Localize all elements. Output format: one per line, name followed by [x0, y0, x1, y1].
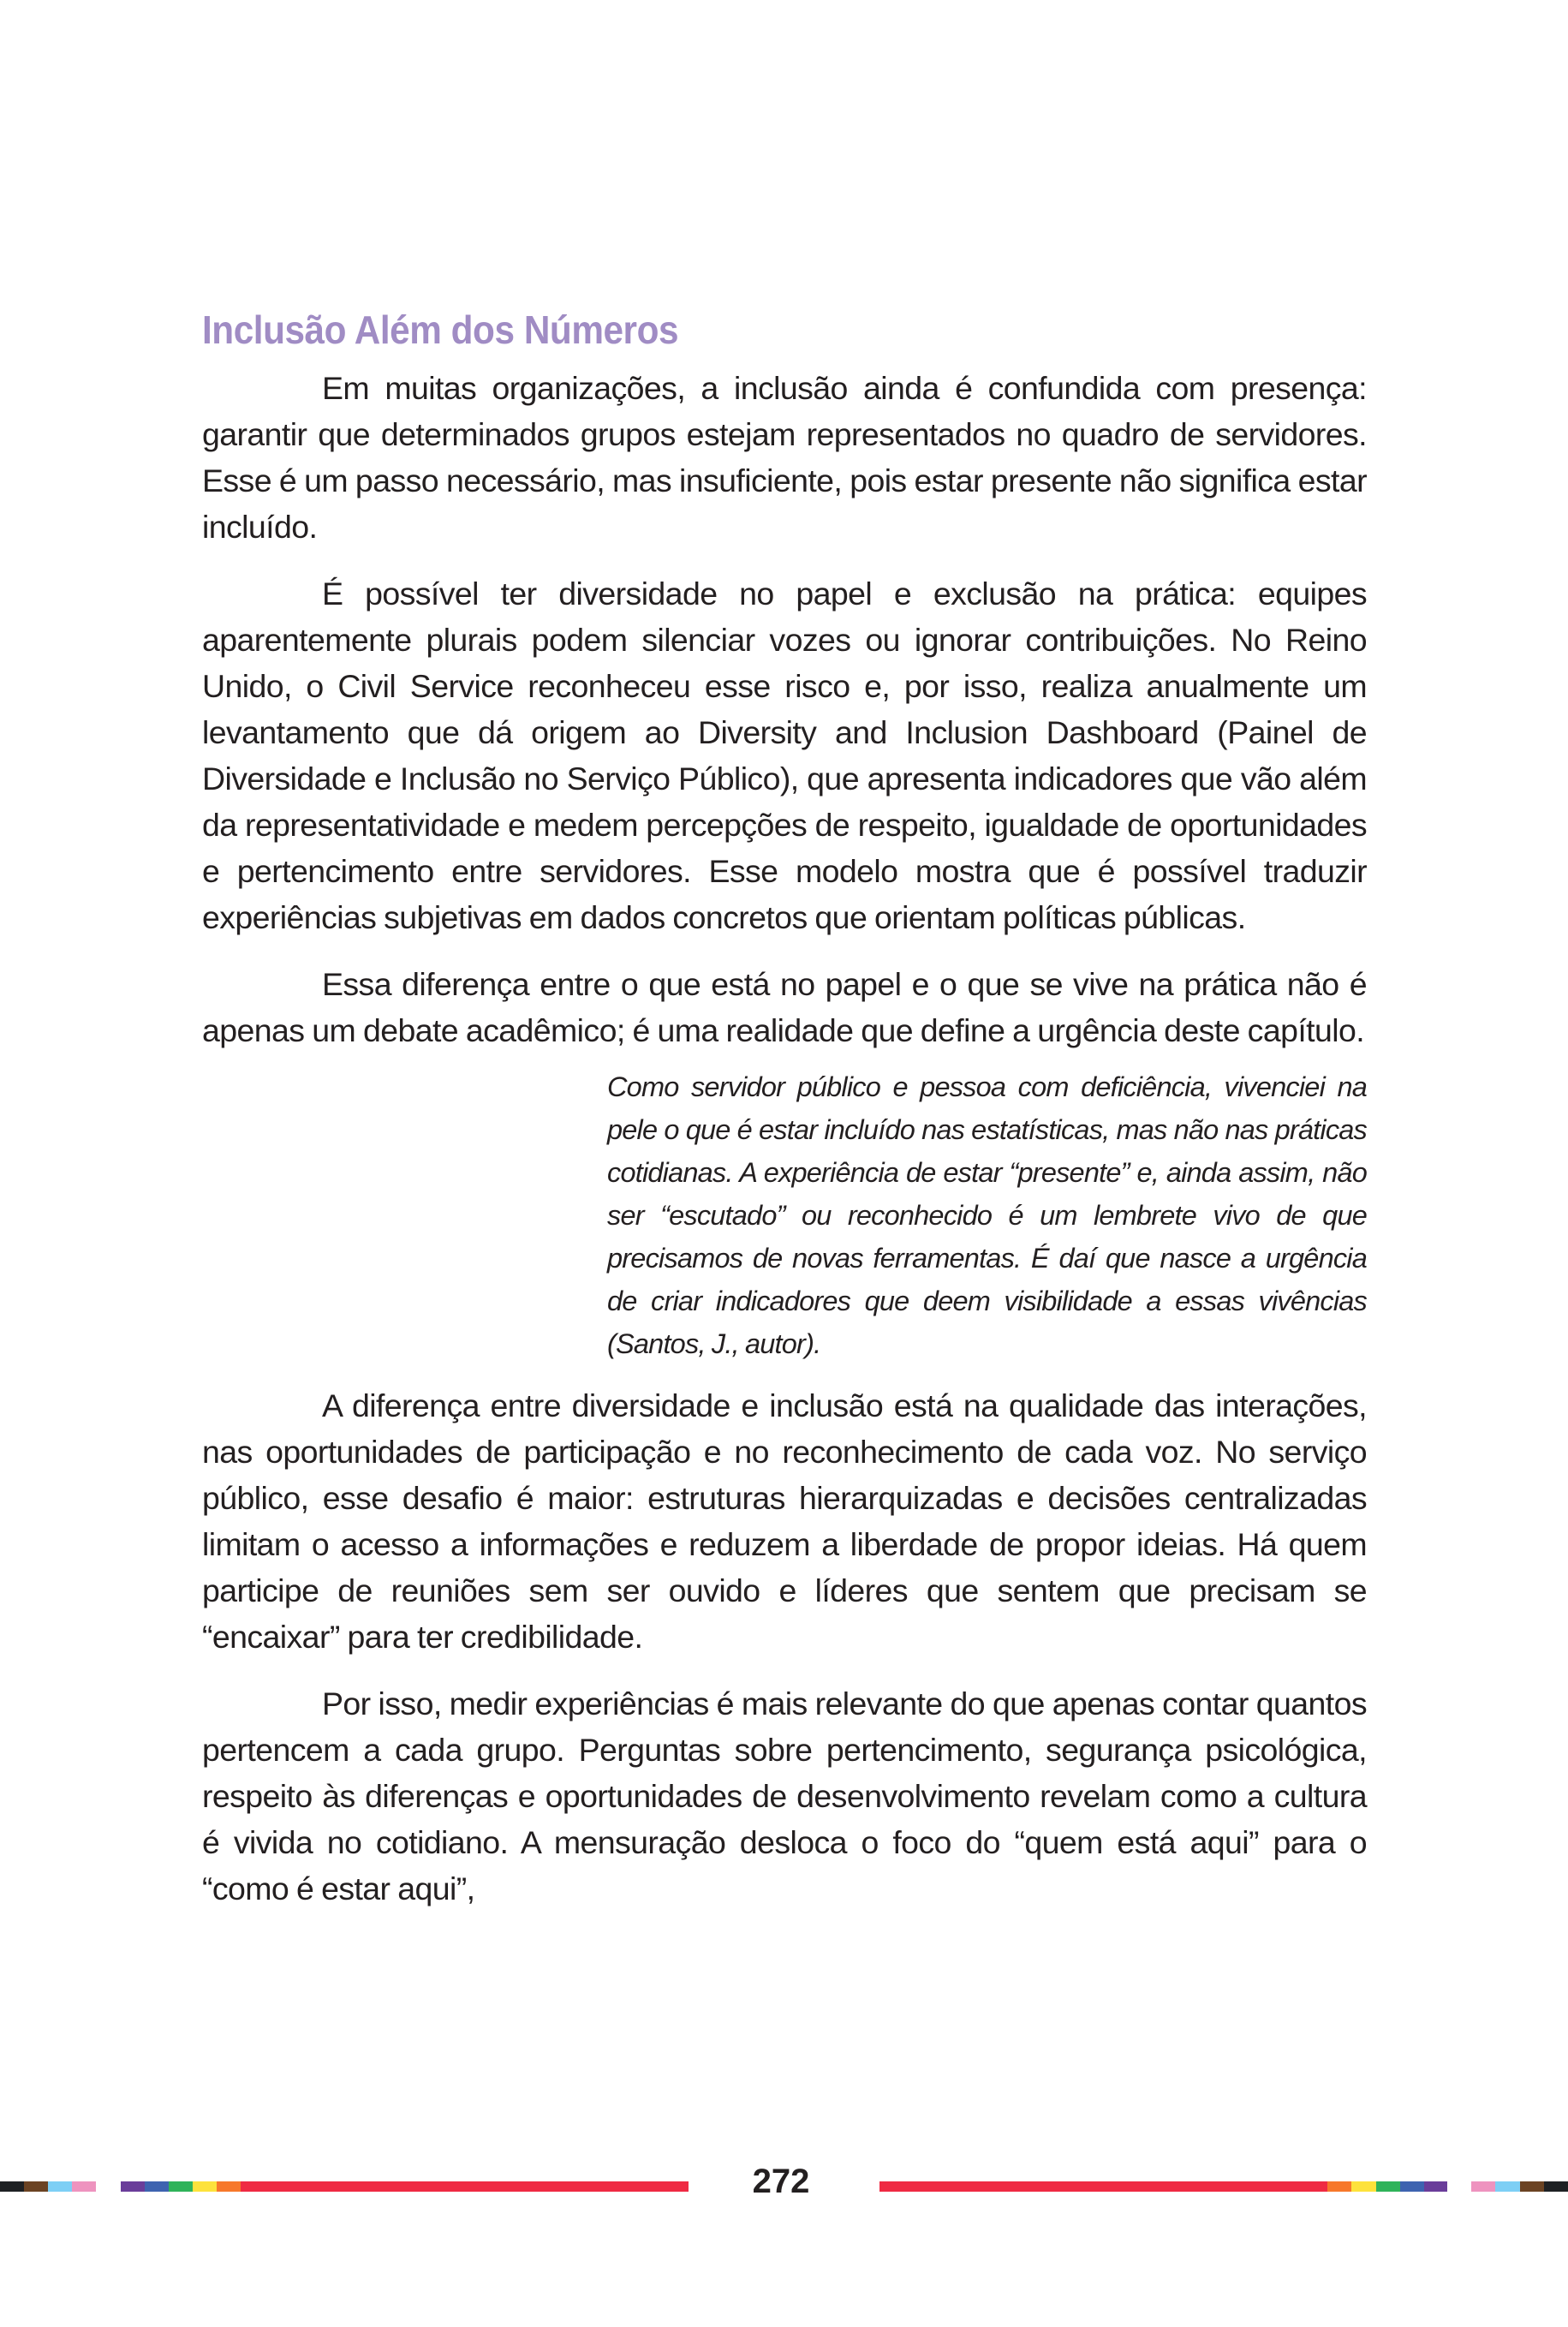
stripe-black-right: [1544, 2181, 1568, 2192]
stripe-black-left: [0, 2181, 24, 2192]
page-content: [202, 301, 1367, 1932]
stripe-brown-right: [1520, 2181, 1544, 2192]
body-paragraph: Em muitas organizações, a inclusão ainda é confundida com presença: garantir que determinados grupos estejam representados no quadro de servidores. Esse é um passo necessário, mas insuficiente, pois estar presente não significa estar incluído.: [202, 370, 1367, 545]
stripe-lightblue-right: [1495, 2181, 1520, 2192]
stripe-pink-right: [1471, 2181, 1495, 2192]
body-paragraph: A diferença entre diversidade e inclusão está na qualidade das interações, nas oportunidades de participação e no reconhecimento de cada voz. No serviço público, esse desafio é maior: estruturas hierarquizadas e decisões centralizadas limitam o acesso a informações e reduzem a liberdade de propor ideias. Há quem participe de reuniões sem ser ouvido e líderes que sentem que precisam se “encaixar” para ter credibilidade.: [202, 1387, 1367, 1655]
stripe-yellow-right: [1351, 2181, 1376, 2192]
stripe-green-right: [1376, 2181, 1400, 2192]
stripe-green-left: [169, 2181, 193, 2192]
stripe-blue-right: [1400, 2181, 1424, 2192]
stripe-yellow-left: [193, 2181, 217, 2192]
body-paragraph: É possível ter diversidade no papel e exclusão na prática: equipes aparentemente plurais podem silenciar vozes ou ignorar contribuições. No Reino Unido, o Civil Service reconheceu esse risco e, por isso, realiza anualmente um levantamento que dá origem ao Diversity and Inclusion Dashboard (Painel de Diversidade e Inclusão no Serviço Público), que apresenta indicadores que vão além da representatividade e medem percepções de respeito, igualdade de oportunidades e pertencimento entre servidores. Esse modelo mostra que é possível traduzir experiências subjetivas em dados concretos que orientam políticas públicas.: [202, 576, 1367, 935]
stripe-lightblue-left: [48, 2181, 72, 2192]
stripe-red-left: [241, 2181, 689, 2192]
stripe-orange-left: [217, 2181, 241, 2192]
testimonial-quote: Como servidor público e pessoa com deficiência, vivenciei na pele o que é estar incluído nas estatísticas, mas não nas práticas cotidianas. A experiência de estar “presente” e, ainda assim, não ser “escutado” ou reconhecido é um lembrete vivo de que precisamos de novas ferramentas. É daí que nasce a urgência de criar indicadores que deem visibilidade a essas vivências (Santos, J., autor).: [607, 1071, 1367, 1359]
stripe-brown-left: [24, 2181, 48, 2192]
body-paragraph: Por isso, medir experiências é mais relevante do que apenas contar quantos pertencem a cada grupo. Perguntas sobre pertencimento, segurança psicológica, respeito às diferenças e oportunidades de desenvolvimento revelam como a cultura é vivida no cotidiano. A mensuração desloca o foco do “quem está aqui” para o “como é estar aqui”,: [202, 1686, 1367, 1906]
body-paragraph: Essa diferença entre o que está no papel e o que se vive na prática não é apenas um debate acadêmico; é uma realidade que define a urgência deste capítulo.: [202, 966, 1367, 1048]
stripe-blue-left: [145, 2181, 169, 2192]
stripe-purple-right: [1424, 2181, 1447, 2192]
stripe-purple-left: [121, 2181, 145, 2192]
stripe-orange-right: [1327, 2181, 1351, 2192]
page-number: 272: [752, 2163, 810, 2200]
stripe-pink-left: [72, 2181, 96, 2192]
section-title: Inclusão Além dos Números: [202, 307, 679, 352]
stripe-red-right: [879, 2181, 1327, 2192]
